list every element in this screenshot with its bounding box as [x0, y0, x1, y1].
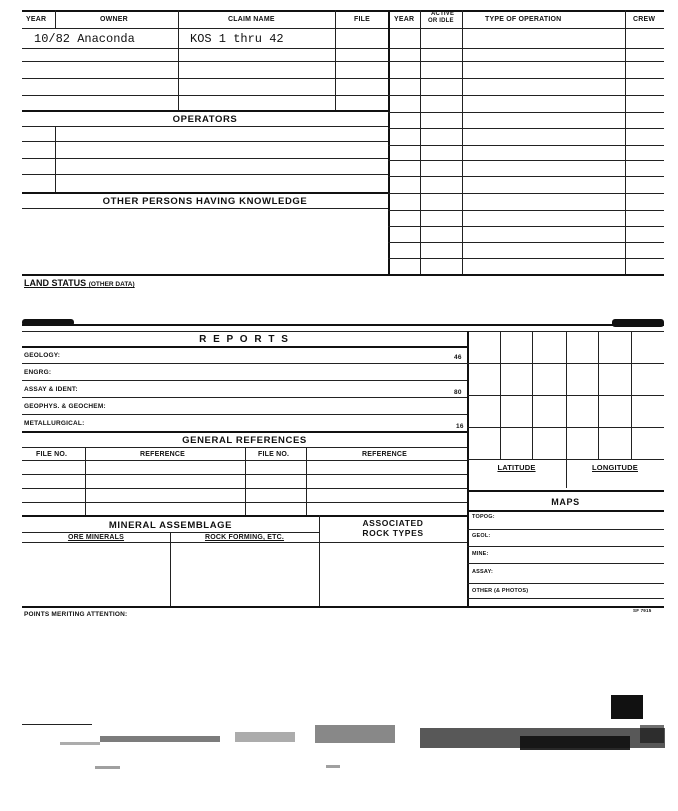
- lower-bottom-line: [22, 606, 664, 608]
- row-line: [467, 563, 664, 564]
- report-row-num: 46: [454, 354, 462, 361]
- col-file-no-2: FILE NO.: [258, 451, 290, 458]
- maps-item: ASSAY:: [472, 569, 494, 575]
- associated-label: ASSOCIATED: [362, 518, 424, 528]
- row-line-right: [388, 160, 664, 161]
- row-line: [22, 346, 467, 348]
- header-bottom-line: [22, 28, 664, 29]
- top-table-bottom: [22, 274, 664, 276]
- col-reference-2: REFERENCE: [362, 451, 407, 458]
- row-line: [22, 515, 467, 517]
- scan-noise: [315, 725, 395, 743]
- grid-row: [467, 459, 664, 460]
- col-year: YEAR: [26, 16, 47, 23]
- report-row-label: ENGRG:: [24, 369, 52, 376]
- grid-row: [467, 395, 664, 396]
- row-line-right: [388, 95, 664, 96]
- col-sep: [462, 10, 463, 275]
- row-line-right: [388, 48, 664, 49]
- row-line: [22, 110, 388, 112]
- report-row-num: 80: [454, 389, 462, 396]
- row-line: [22, 380, 467, 381]
- row-line: [22, 141, 388, 142]
- maps-item: GEOL:: [472, 533, 491, 539]
- col-sep: [85, 447, 86, 515]
- mineral-assemblage-title: MINERAL ASSEMBLAGE: [108, 520, 233, 531]
- row-line: [467, 510, 664, 512]
- land-status-heading: [24, 278, 135, 288]
- row-line: [22, 502, 467, 503]
- report-row-label: METALLURGICAL:: [24, 420, 85, 427]
- row-line-right: [388, 78, 664, 79]
- row-line-right: [388, 112, 664, 113]
- report-row-label: GEOPHYS. & GEOCHEM:: [24, 403, 106, 410]
- land-status-sublabel: (OTHER DATA): [88, 281, 135, 288]
- col-sep: [625, 10, 626, 275]
- row-line-right: [388, 176, 664, 177]
- row-line-right: [388, 61, 664, 62]
- row-line: [467, 583, 664, 584]
- grid-row: [467, 427, 664, 428]
- row-line: [22, 48, 388, 49]
- rock-types-label: ROCK TYPES: [362, 528, 424, 538]
- row-line: [467, 490, 664, 492]
- col-year-right: YEAR: [394, 16, 415, 23]
- row-line: [22, 414, 467, 415]
- col-type-of-operation: TYPE OF OPERATION: [485, 16, 562, 23]
- row-line: [22, 192, 388, 194]
- row-line: [22, 61, 388, 62]
- row-line: [22, 397, 467, 398]
- report-row-num: 16: [456, 423, 464, 430]
- land-status-label: LAND STATUS: [24, 278, 87, 288]
- separator-line: [22, 324, 664, 326]
- center-divider: [388, 10, 390, 275]
- col-file: FILE: [354, 16, 370, 23]
- maps-item: TOPOG:: [472, 514, 495, 520]
- scan-noise: [640, 725, 664, 743]
- col-sep: [306, 447, 307, 515]
- scan-noise: [60, 742, 100, 745]
- top-border: [22, 10, 664, 12]
- general-references-title: GENERAL REFERENCES: [182, 435, 307, 446]
- other-persons-heading: OTHER PERSONS HAVING KNOWLEDGE: [102, 196, 308, 207]
- col-reference: REFERENCE: [140, 451, 185, 458]
- latitude-label: LATITUDE: [497, 463, 536, 472]
- row-line-right: [388, 226, 664, 227]
- ore-minerals-label: ORE MINERALS: [67, 534, 125, 541]
- row-line: [22, 460, 467, 461]
- reports-title: R E P O R T S: [199, 334, 290, 345]
- row-line: [467, 529, 664, 530]
- col-active: ACTIVE: [431, 11, 455, 17]
- rock-forming-label: ROCK FORMING, ETC.: [204, 534, 285, 541]
- report-row-label: GEOLOGY:: [24, 352, 61, 359]
- scan-line: [22, 724, 92, 725]
- form-number: SF 7915: [633, 608, 652, 613]
- col-sep: [170, 532, 171, 606]
- points-meriting-attention: POINTS MERITING ATTENTION:: [24, 611, 128, 618]
- row-line: [22, 78, 388, 79]
- row-line: [22, 488, 467, 489]
- col-sep: [55, 10, 56, 28]
- row-line: [467, 598, 664, 599]
- operators-heading: OPERATORS: [172, 114, 238, 125]
- row-line-right: [388, 258, 664, 259]
- scan-noise: [326, 765, 340, 768]
- scan-noise: [100, 736, 220, 742]
- row-line-right: [388, 145, 664, 146]
- row-line: [467, 546, 664, 547]
- row-line: [22, 363, 467, 364]
- maps-title: MAPS: [551, 497, 580, 507]
- reports-top-line: [22, 331, 664, 332]
- col-crew: CREW: [633, 16, 656, 23]
- row-line: [22, 95, 388, 96]
- longitude-label: LONGITUDE: [592, 463, 638, 472]
- row-line-right: [388, 193, 664, 194]
- col-sep: [420, 10, 421, 275]
- row-line: [22, 431, 467, 433]
- row-line: [22, 208, 388, 209]
- maps-item: MINE:: [472, 551, 489, 557]
- col-sep: [55, 126, 56, 192]
- scan-noise: [235, 732, 295, 742]
- entry-claim-name: KOS 1 thru 42: [190, 32, 284, 46]
- report-row-label: ASSAY & IDENT:: [24, 386, 78, 393]
- entry-year-owner: 10/82 Anaconda: [34, 32, 135, 46]
- row-line-right: [388, 242, 664, 243]
- col-sep: [245, 447, 246, 515]
- col-file-no: FILE NO.: [36, 451, 68, 458]
- scan-block: [611, 695, 643, 719]
- row-line: [22, 542, 467, 543]
- row-line: [22, 174, 388, 175]
- row-line: [22, 126, 388, 127]
- row-line: [22, 474, 467, 475]
- maps-item: OTHER (& PHOTOS): [472, 588, 529, 594]
- col-claim-name: CLAIM NAME: [228, 16, 275, 23]
- row-line-right: [388, 128, 664, 129]
- scan-noise: [95, 766, 120, 769]
- col-or-idle: OR IDLE: [428, 18, 454, 24]
- row-line: [22, 158, 388, 159]
- separator-mark-right: [612, 319, 664, 327]
- col-owner: OWNER: [100, 16, 128, 23]
- scan-noise: [520, 736, 630, 750]
- grid-row: [467, 363, 664, 364]
- row-line-right: [388, 210, 664, 211]
